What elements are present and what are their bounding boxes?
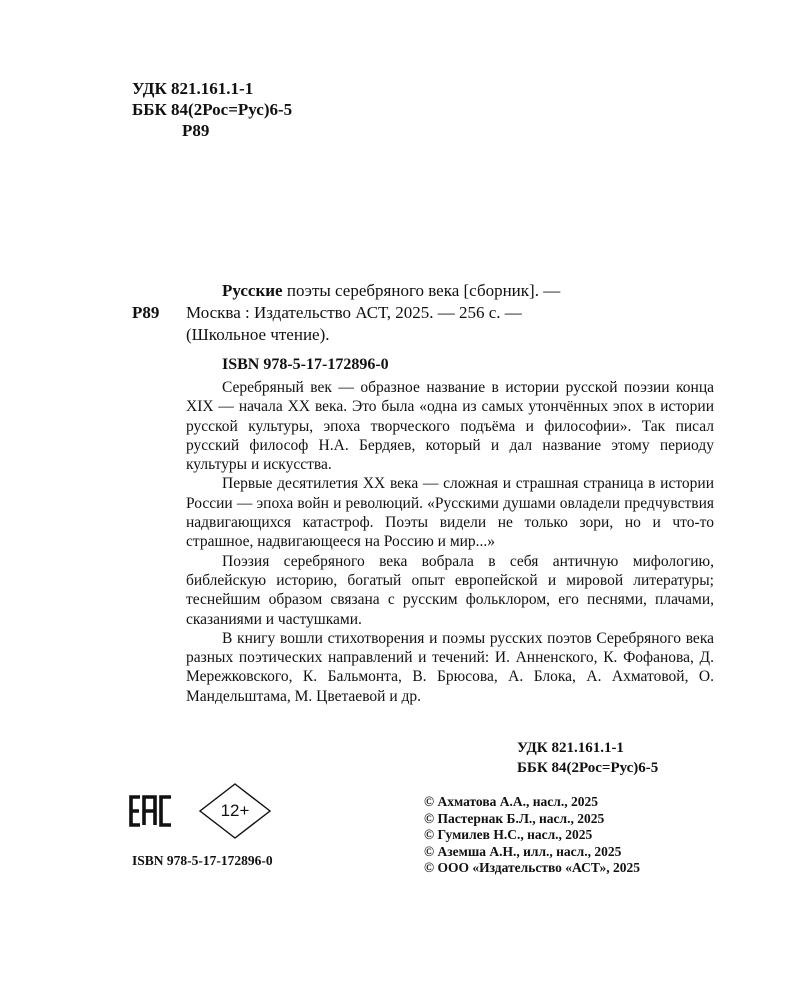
biblio-title-rest: поэты серебряного века [сборник]. — <box>282 281 561 300</box>
bottom-bbk: ББК 84(2Рос=Рус)6-5 <box>517 760 659 776</box>
biblio-title-bold: Русские <box>222 281 283 300</box>
top-bbk: ББК 84(2Рос=Рус)6-5 <box>132 100 293 119</box>
copyright-line: © Аземша А.Н., илл., насл., 2025 <box>424 843 622 859</box>
biblio-author-sign: Р89 <box>132 303 160 322</box>
annotation <box>186 378 714 706</box>
annotation-paragraph: Серебряный век — образное название в истории русской поэзии конца XIX — начала XX века. Это была «одна из самых утончённых эпох в истории русской культуры, эпоха творческого подъёма и философии». Так писал русский философ Н.А. Бердяев, который и дал название этому периоду культуры и искусства. <box>186 379 714 474</box>
biblio-isbn: ISBN 978-5-17-172896-0 <box>222 356 389 373</box>
biblio-series-line: (Школьное чтение). <box>186 325 330 344</box>
annotation-paragraph: В книгу вошли стихотворения и поэмы русских поэтов Серебряного века разных поэтических направлений и течений: И. Анненского, К. Фофанова, Д. Мережковского, К. Бальмонта, В. Брюсова, А. Блока, А. Ахматовой, О. Мандельштама, М. Цветаевой и др. <box>186 629 714 705</box>
biblio-title-line <box>186 280 714 302</box>
annotation-paragraph: Поэзия серебряного века вобрала в себя античную мифологию, библейскую историю, богатый опыт европейской и мировой литературы; теснейшим образом связана с русским фольклором, его песнями, плачами, сказаниями и частушками. <box>186 552 714 628</box>
eac-mark-icon <box>128 794 174 828</box>
copyright-line: © Ахматова А.А., насл., 2025 <box>424 794 598 809</box>
bottom-udk: УДК 821.161.1-1 <box>517 740 624 756</box>
bottom-isbn: ISBN 978-5-17-172896-0 <box>132 853 273 868</box>
top-classification <box>132 78 292 141</box>
bibliographic-record <box>186 280 714 346</box>
top-udk: УДК 821.161.1-1 <box>132 79 254 98</box>
top-author-sign: Р89 <box>182 121 210 140</box>
annotation-paragraph: Первые десятилетия XX века — сложная и страшная страница в истории России — эпоха войн и революций. «Русскими душами овладели предчувствия надвигающихся катастроф. Поэты видели не только зори, но и что-то страшное, надвигающееся на Россию и мир...» <box>186 475 714 551</box>
biblio-publisher-line: Москва : Издательство АСТ, 2025. — 256 с. — <box>186 303 522 322</box>
copyright-line: © ООО «Издательство «АСТ», 2025 <box>424 860 641 875</box>
copyright-list <box>424 794 640 877</box>
copyright-line: © Пастернак Б.Л., насл., 2025 <box>424 810 605 826</box>
age-rating-label: 12+ <box>220 801 250 820</box>
bottom-classification <box>517 738 658 778</box>
copyright-line: © Гумилев Н.С., насл., 2025 <box>424 827 593 842</box>
